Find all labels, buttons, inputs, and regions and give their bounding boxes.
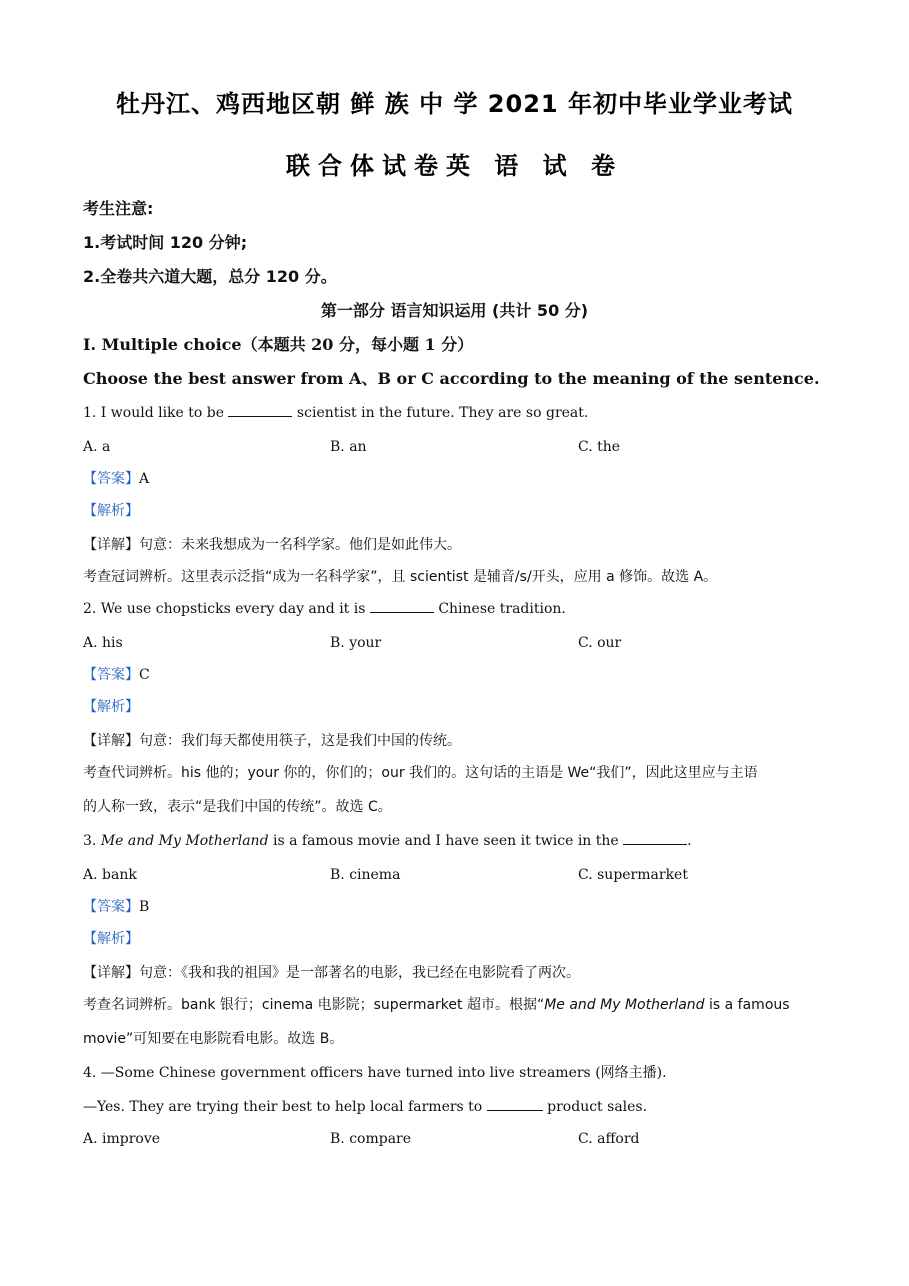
question-2-explanation-line2: 的人称一致，表示“是我们中国的传统”。故选 C。 (83, 799, 392, 815)
question-2-detail (83, 732, 461, 750)
question-2-explanation-line1: 考查代词辨析。his 他的；your 你的，你们的；our 我们的。这句话的主语是 We“我们”，因此这里应与主语 (83, 765, 758, 781)
detail-text: 句意：我们每天都使用筷子，这是我们中国的传统。 (139, 733, 461, 749)
question-3-stem-end: . (687, 833, 692, 849)
answer-tag: 【答案】 (83, 667, 139, 683)
movie-title: Me and My Motherland (100, 833, 269, 849)
question-1-stem (83, 404, 588, 422)
question-4-stem-before: —Yes. They are trying their best to help local farmers to (83, 1099, 487, 1115)
answer-tag: 【答案】 (83, 471, 139, 487)
question-4-line1: 4. —Some Chinese government officers have turned into live streamers (网络主播). (83, 1065, 667, 1081)
question-3-explanation-line2: movie”可知要在电影院看电影。故选 B。 (83, 1031, 344, 1047)
answer-blank (487, 1098, 543, 1111)
part-heading: 第一部分 语言知识运用 (共计 50 分) (320, 301, 589, 320)
question-1-detail (83, 536, 461, 554)
question-4-option-a: A. improve (83, 1131, 161, 1147)
question-1-option-a: A. a (83, 439, 111, 455)
question-2-stem-after: Chinese tradition. (433, 601, 566, 617)
question-3-detail (83, 964, 580, 982)
question-1-answer (83, 470, 149, 488)
question-4-stem-after: product sales. (542, 1099, 648, 1115)
question-2-option-c: C. our (578, 635, 622, 651)
analysis-tag: 【解析】 (83, 503, 139, 519)
question-3-stem-after: is a famous movie and I have seen it twice in the (268, 833, 624, 849)
answer-value: C (139, 667, 150, 683)
answer-blank (228, 404, 292, 417)
question-2-stem-before: 2. We use chopsticks every day and it is (83, 601, 370, 617)
analysis-tag: 【解析】 (83, 931, 139, 947)
question-1-stem-before: 1. I would like to be (83, 405, 229, 421)
answer-blank (370, 600, 434, 613)
detail-text: 句意：未来我想成为一名科学家。他们是如此伟大。 (139, 537, 461, 553)
answer-tag: 【答案】 (83, 899, 139, 915)
question-3-answer (83, 898, 149, 916)
question-2-stem (83, 600, 566, 618)
question-1-stem-after: scientist in the future. They are so great. (292, 405, 589, 421)
question-3-option-a: A. bank (83, 867, 137, 883)
question-3-option-c: C. supermarket (578, 867, 688, 883)
notice-heading: 考生注意: (83, 199, 154, 218)
notice-item-1: 1.考试时间 120 分钟; (83, 233, 248, 252)
answer-value: B (139, 899, 150, 915)
section-heading: I. Multiple choice（本题共 20 分，每小题 1 分） (83, 335, 474, 354)
question-2-option-b: B. your (330, 635, 382, 651)
question-3-explanation-line1 (83, 996, 790, 1014)
notice-item-2: 2.全卷共六道大题，总分 120 分。 (83, 267, 337, 286)
explanation-movie-title: Me and My Motherland (544, 997, 705, 1013)
detail-text: 句意：《我和我的祖国》是一部著名的电影，我已经在电影院看了两次。 (139, 965, 580, 981)
detail-tag: 【详解】 (83, 537, 139, 553)
question-3-stem (83, 832, 692, 850)
question-3-stem-before: 3. (83, 833, 101, 849)
question-3-option-b: B. cinema (330, 867, 401, 883)
explanation-text-a: 考查名词辨析。bank 银行；cinema 电影院；supermarket 超市。根据“ (83, 997, 545, 1013)
exam-title-line2: 联合体试卷英 语 试 卷 (285, 152, 624, 180)
question-4-option-c: C. afford (578, 1131, 640, 1147)
section-instruction: Choose the best answer from A、B or C according to the meaning of the sentence. (83, 369, 820, 388)
question-4-stem (83, 1098, 647, 1116)
answer-value: A (139, 471, 150, 487)
question-1-explanation: 考查冠词辨析。这里表示泛指“成为一名科学家”，且 scientist 是辅音/s/开头，应用 a 修饰。故选 A。 (83, 569, 718, 585)
question-2-answer (83, 666, 150, 684)
question-4-option-b: B. compare (330, 1131, 412, 1147)
question-1-option-c: C. the (578, 439, 621, 455)
explanation-text-c: is a famous (704, 997, 790, 1013)
analysis-tag: 【解析】 (83, 699, 139, 715)
exam-title-line1: 牡丹江、鸡西地区朝 鲜 族 中 学 2021 年初中毕业学业考试 (116, 90, 793, 118)
question-2-option-a: A. his (83, 635, 123, 651)
answer-blank (623, 832, 687, 845)
detail-tag: 【详解】 (83, 965, 139, 981)
question-1-option-b: B. an (330, 439, 367, 455)
detail-tag: 【详解】 (83, 733, 139, 749)
